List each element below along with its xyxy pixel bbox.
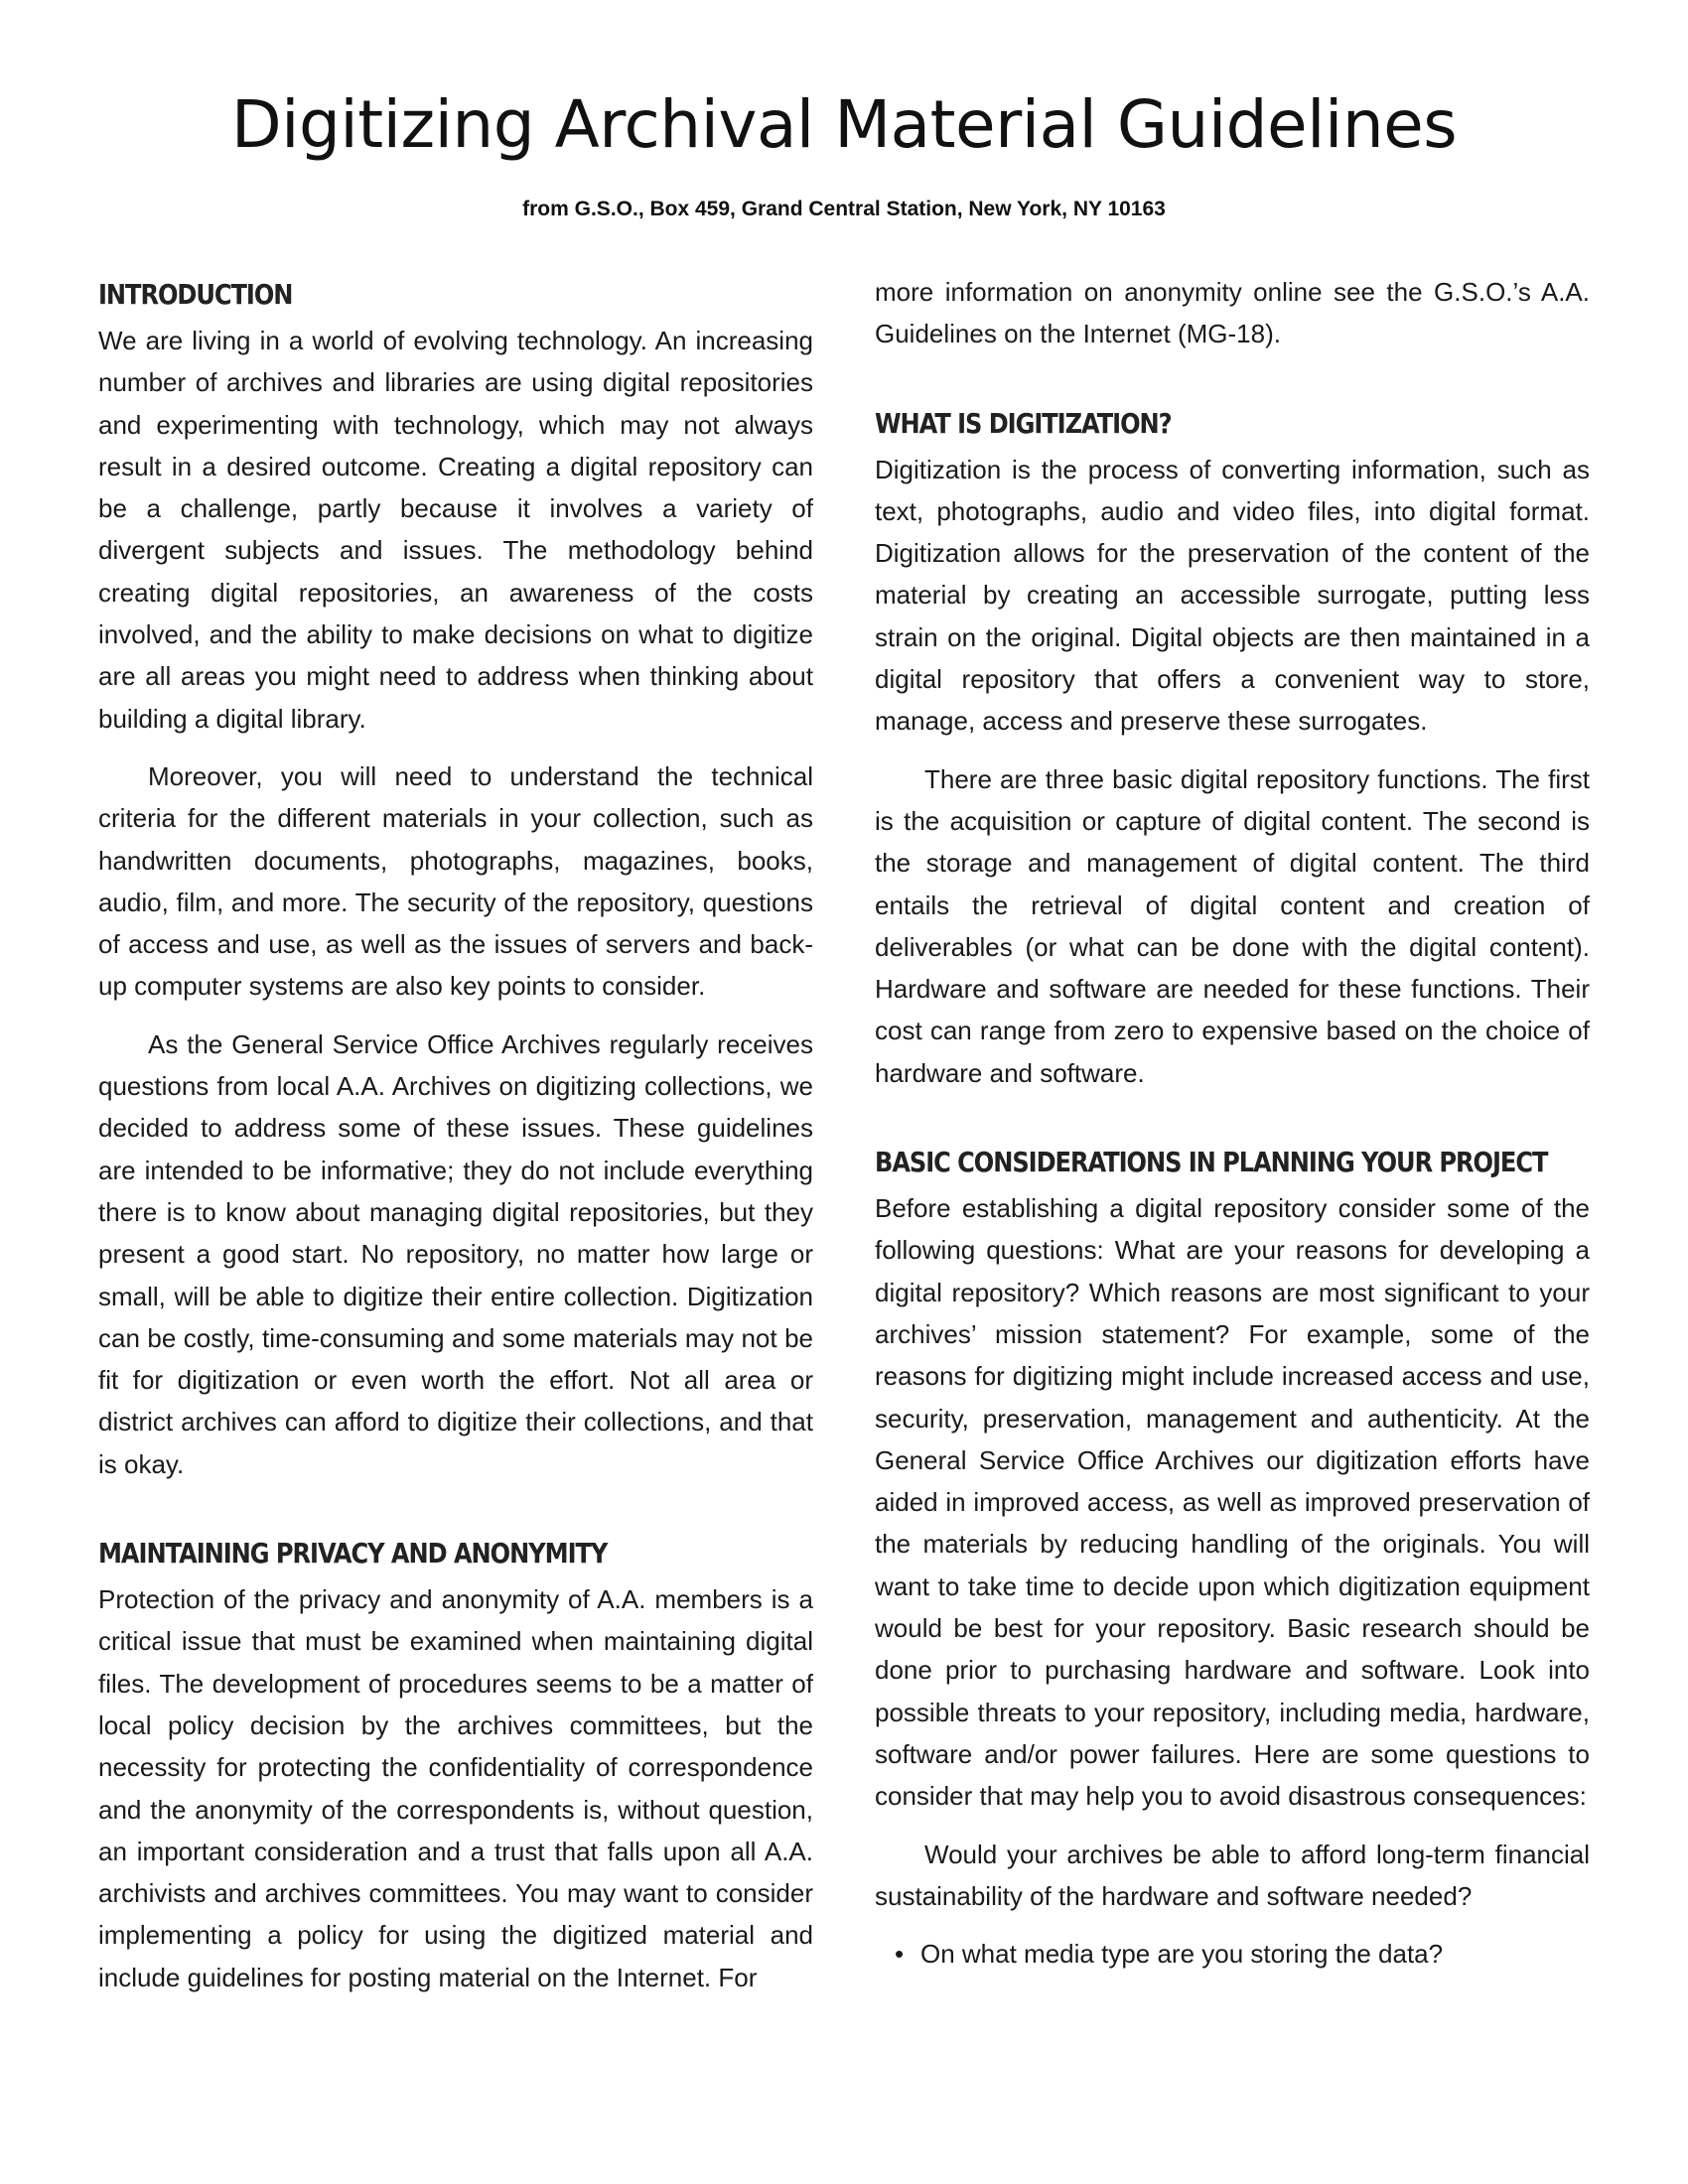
digitization-paragraph-2: There are three basic digital repository functions. The first is the acquisition or capture of digital content. The second is the storage and management of digital content. The third entails the retrieval of digital content and creation of deliverables (or what can be done with the digital content). Hardware and software are needed for these functions. Their cost can range from zero to expensive based on the choice of hardware and software. <box>875 763 1590 1088</box>
heading-basic-considerations: BASIC CONSIDERATIONS IN PLANNING YOUR PROJECT <box>875 1146 1548 1179</box>
intro-paragraph-3: As the General Service Office Archives regularly receives questions from local A.A. Archives on digitizing collections, we decided to address some of these issues. These guidelines are intended to be informative; they do not include everything there is to know about managing digital repositories, but they present a good start. No repository, no matter how large or small, will be able to digitize their entire collection. Digitization can be costly, time-consuming and some materials may not be fit for digitization or even worth the effort. Not all area or district archives can afford to digitize their collections, and that is okay. <box>98 1028 813 1479</box>
planning-bullet-list <box>875 1933 1590 1975</box>
privacy-paragraph-continued: more information on anonymity online see the G.S.O.’s A.A. Guidelines on the Internet (MG-18). <box>875 277 1590 349</box>
section-spacer <box>875 1110 1590 1138</box>
heading-maintaining-privacy: MAINTAINING PRIVACY AND ANONYMITY <box>98 1537 608 1570</box>
list-item-text: On what media type are you storing the data? <box>920 1939 1444 1970</box>
list-item <box>895 1933 1590 1975</box>
heading-what-is-digitization: WHAT IS DIGITIZATION? <box>875 406 1172 440</box>
section-spacer <box>875 371 1590 399</box>
left-column <box>98 270 813 2014</box>
planning-paragraph-2: Would your archives be able to afford long-term financial sustainability of the hardware and software needed? <box>875 1839 1590 1911</box>
privacy-paragraph-1: Protection of the privacy and anonymity of A.A. members is a critical issue that must be examined when maintaining digital files. The development of procedures seems to be a matter of local policy decision by the archives committees, but the necessity for protecting the confidentiality of correspondence and the anonymity of the correspondents is, without question, an important consideration and a trust that falls upon all A.A. archivists and archives committees. You may want to consider implementing a policy for using the digitized material and include guidelines for posting material on the Internet. For <box>98 1584 813 1992</box>
page-subtitle: from G.S.O., Box 459, Grand Central Station, New York, NY 10163 <box>522 198 1166 220</box>
right-column <box>875 271 1590 1975</box>
heading-introduction: INTRODUCTION <box>98 278 293 311</box>
bullet-icon: • <box>895 1939 905 1970</box>
digitization-paragraph-1: Digitization is the process of converting information, such as text, photographs, audio and video files, into digital format. Digitization allows for the preservation of the content of the material by creating an accessible surrogate, putting less strain on the original. Digital objects are then maintained in a digital repository that offers a convenient way to store, manage, access and preserve these surrogates. <box>875 454 1590 737</box>
section-spacer <box>98 1501 813 1529</box>
page-title: Digitizing Archival Material Guidelines <box>230 86 1458 163</box>
planning-paragraph-1: Before establishing a digital repository consider some of the following questions: What are your reasons for developing a digital repository? Which reasons are most significant to your archives’ mission statement? For example, some of the reasons for digitizing might include increased access and use, security, preservation, management and authenticity. At the General Service Office Archives our digitization efforts have aided in improved access, as well as improved preservation of the materials by reducing handling of the originals. You will want to take time to decide upon which digitization equipment would be best for your repository. Basic research should be done prior to purchasing hardware and software. Look into possible threats to your repository, including media, hardware, software and/or power failures. Here are some questions to consider that may help you to avoid disastrous consequences: <box>875 1193 1590 1812</box>
intro-paragraph-2: Moreover, you will need to understand the technical criteria for the different materials in your collection, such as handwritten documents, photographs, magazines, books, audio, film, and more. The security of the repository, questions of access and use, as well as the issues of servers and back-up computer systems are also key points to consider. <box>98 760 813 1002</box>
intro-paragraph-1: We are living in a world of evolving technology. An increasing number of archives and libraries are using digital repositories and experimenting with technology, which may not always result in a desired outcome. Creating a digital repository can be a challenge, partly because it involves a variety of divergent subjects and issues. The methodology behind creating digital repositories, an awareness of the costs involved, and the ability to make decisions on what to digitize are all areas you might need to address when thinking about building a digital library. <box>98 326 813 734</box>
